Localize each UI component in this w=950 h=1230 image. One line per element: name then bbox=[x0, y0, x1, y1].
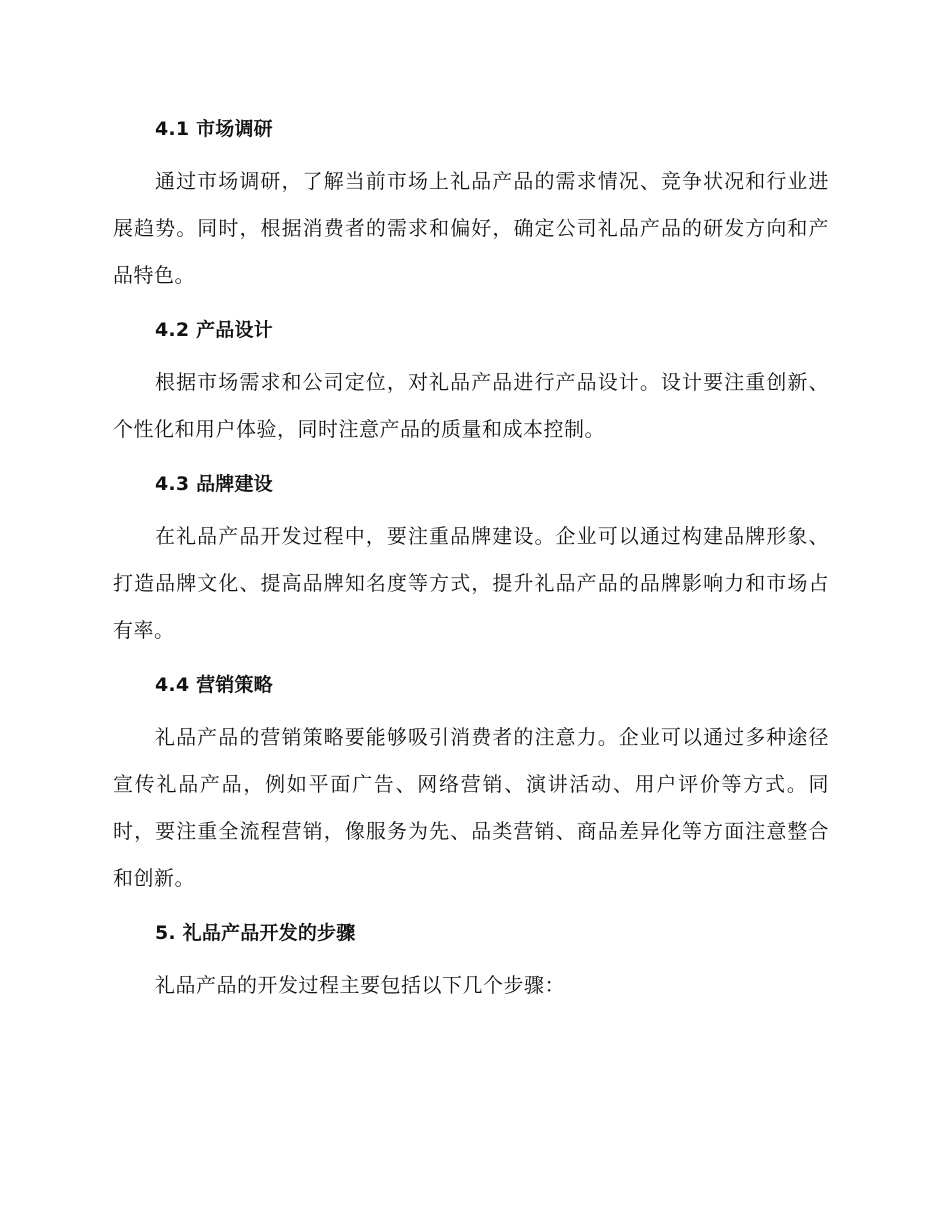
section-heading-5: 5. 礼品产品开发的步骤 bbox=[155, 922, 356, 944]
section-paragraph-4-1: 通过市场调研，了解当前市场上礼品产品的需求情况、竞争状况和行业进展趋势。同时，根据消费者的需求和偏好，确定公司礼品产品的研发方向和产品特色。 bbox=[113, 169, 829, 287]
section-heading-4-3: 4.3 品牌建设 bbox=[155, 473, 273, 495]
section-heading-4-2: 4.2 产品设计 bbox=[155, 319, 273, 341]
section-heading-4-4: 4.4 营销策略 bbox=[155, 674, 273, 696]
section-paragraph-4-3: 在礼品产品开发过程中，要注重品牌建设。企业可以通过构建品牌形象、打造品牌文化、提高品牌知名度等方式，提升礼品产品的品牌影响力和市场占有率。 bbox=[113, 524, 829, 642]
section-paragraph-5: 礼品产品的开发过程主要包括以下几个步骤： bbox=[155, 973, 565, 997]
document-body bbox=[113, 111, 829, 1022]
section-paragraph-4-4: 礼品产品的营销策略要能够吸引消费者的注意力。企业可以通过多种途径宣传礼品产品，例如平面广告、网络营销、演讲活动、用户评价等方式。同时，要注重全流程营销，像服务为先、品类营销、商品差异化等方面注意整合和创新。 bbox=[113, 725, 829, 890]
section-paragraph-4-2: 根据市场需求和公司定位，对礼品产品进行产品设计。设计要注重创新、个性化和用户体验，同时注意产品的质量和成本控制。 bbox=[113, 370, 829, 441]
section-heading-4-1: 4.1 市场调研 bbox=[155, 118, 273, 140]
